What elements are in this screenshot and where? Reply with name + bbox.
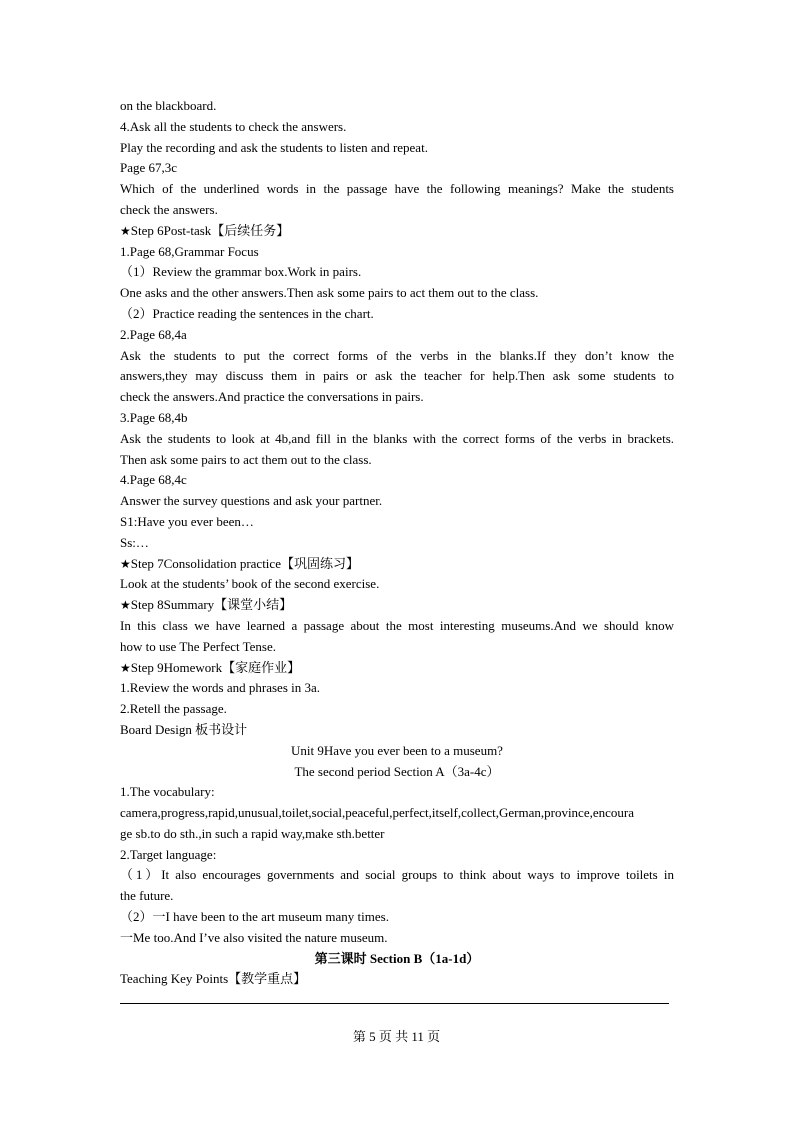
text-line: 3.Page 68,4b bbox=[120, 409, 188, 425]
text-line: 2.Target language: bbox=[120, 846, 217, 862]
text-line: the future. bbox=[120, 888, 174, 904]
text-line: ge sb.to do sth.,in such a rapid way,make sth.better bbox=[120, 825, 385, 841]
text-line: 2.Retell the passage. bbox=[120, 701, 227, 717]
text-line: 1.The vocabulary: bbox=[120, 784, 215, 800]
text-line: 一Me too.And I’ve also visited the nature museum. bbox=[120, 929, 388, 945]
board-subtitle: The second period Section A（3a-4c） bbox=[294, 763, 500, 779]
page-body bbox=[120, 96, 674, 990]
step-heading bbox=[120, 554, 674, 575]
text-line: S1:Have you ever been… bbox=[120, 513, 254, 529]
star-icon: ★ bbox=[120, 223, 131, 238]
star-icon: ★ bbox=[120, 556, 131, 571]
text-line: check the answers. bbox=[120, 201, 218, 217]
step-heading bbox=[120, 595, 674, 616]
text-line: Look at the students’ book of the second exercise. bbox=[120, 576, 380, 592]
section-heading: 第三课时 Section B（1a-1d） bbox=[314, 950, 480, 966]
step-heading-text: Step 6Post-task【后续任务】 bbox=[130, 222, 290, 238]
text-line: （1）Review the grammar box.Work in pairs. bbox=[120, 264, 362, 280]
text-line: One asks and the other answers.Then ask some pairs to act them out to the class. bbox=[120, 285, 539, 301]
text-line: Ask the students to put the correct forms of the verbs in the blanks.If they don’t know the bbox=[120, 347, 674, 363]
page-number: 第 5 页 共 11 页 bbox=[352, 1029, 441, 1044]
text-line: In this class we have learned a passage about the most interesting museums.And we should know bbox=[120, 617, 674, 633]
text-line: （2）一I have been to the art museum many times. bbox=[120, 909, 389, 925]
text-line: 4.Page 68,4c bbox=[120, 472, 187, 488]
text-line: （1）It also encourages governments and social groups to think about ways to improve toilets in bbox=[120, 867, 674, 883]
step-heading bbox=[120, 221, 674, 242]
text-line: how to use The Perfect Tense. bbox=[120, 638, 277, 654]
text-line: Board Design 板书设计 bbox=[120, 721, 248, 737]
board-title: Unit 9Have you ever been to a museum? bbox=[291, 742, 503, 758]
text-line: answers,they may discuss them in pairs or ask the teacher for help.Then ask some students to bbox=[120, 368, 674, 384]
text-line: 1.Review the words and phrases in 3a. bbox=[120, 680, 321, 696]
text-line: on the blackboard. bbox=[120, 98, 217, 113]
text-line: 2.Page 68,4a bbox=[120, 326, 187, 342]
star-icon: ★ bbox=[120, 598, 131, 613]
text-line: Which of the underlined words in the passage have the following meanings? Make the students bbox=[120, 181, 674, 197]
step-heading-text: Step 9Homework【家庭作业】 bbox=[130, 659, 301, 675]
text-line: 1.Page 68,Grammar Focus bbox=[120, 243, 259, 259]
text-line: 4.Ask all the students to check the answers. bbox=[120, 118, 347, 134]
footer-divider bbox=[120, 1003, 669, 1004]
text-line: Answer the survey questions and ask your partner. bbox=[120, 493, 383, 509]
text-line: check the answers.And practice the conversations in pairs. bbox=[120, 389, 424, 405]
star-icon: ★ bbox=[120, 660, 131, 675]
text-line: camera,progress,rapid,unusual,toilet,social,peaceful,perfect,itself,collect,German,province,encoura bbox=[120, 805, 634, 821]
text-line: （2）Practice reading the sentences in the chart. bbox=[120, 305, 374, 321]
text-line: Play the recording and ask the students to listen and repeat. bbox=[120, 139, 428, 155]
text-line: Ss:… bbox=[120, 534, 149, 550]
text-line: Teaching Key Points【教学重点】 bbox=[120, 971, 307, 987]
step-heading bbox=[120, 658, 674, 679]
step-heading-text: Step 7Consolidation practice【巩固练习】 bbox=[130, 555, 359, 571]
step-heading-text: Step 8Summary【课堂小结】 bbox=[130, 597, 293, 613]
text-line: Page 67,3c bbox=[120, 160, 178, 176]
text-line: Then ask some pairs to act them out to the class. bbox=[120, 451, 372, 467]
text-line: Ask the students to look at 4b,and fill in the blanks with the correct forms of the verbs in brackets. bbox=[120, 430, 674, 446]
